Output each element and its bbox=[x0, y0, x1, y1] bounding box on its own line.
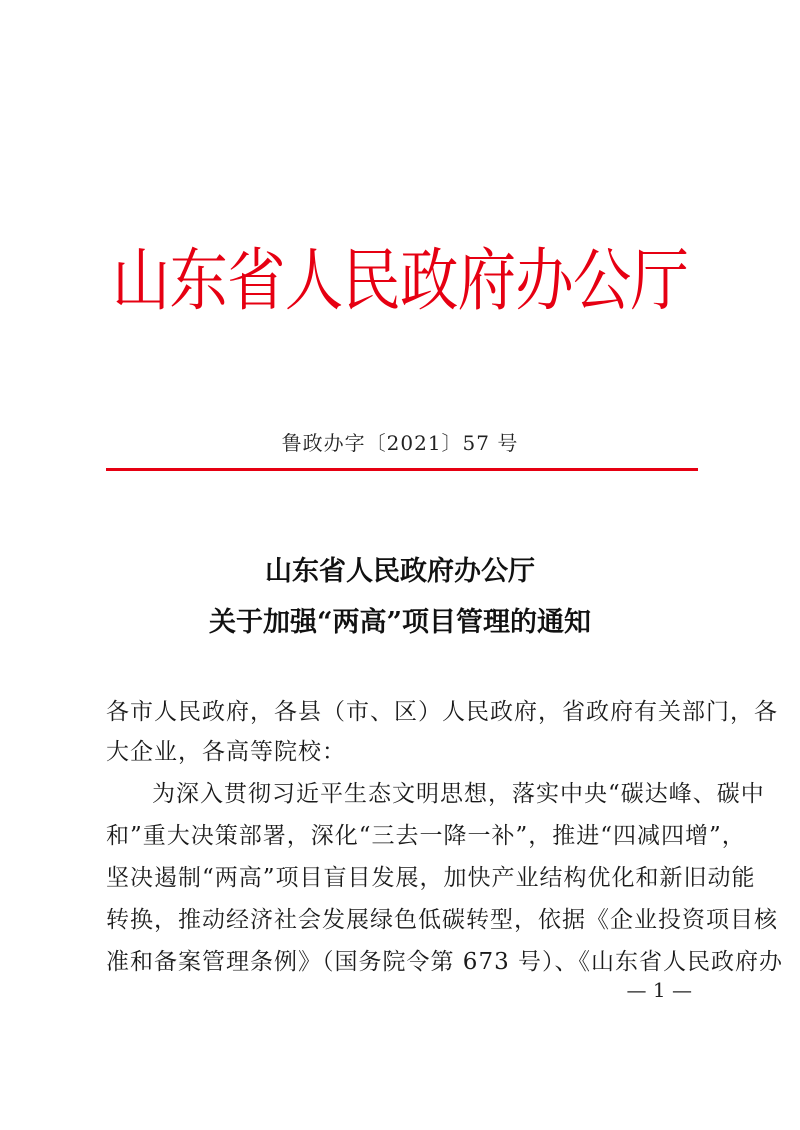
body-line-3: 为深入贯彻习近平生态文明思想，落实中央“碳达峰、碳中 bbox=[152, 781, 765, 807]
body-line-6: 转换，推动经济社会发展绿色低碳转型，依据《企业投资项目核 bbox=[106, 907, 778, 933]
body-line-4: 和”重大决策部署，深化“三去一降一补”，推进“四减四增”， bbox=[106, 823, 746, 849]
red-separator-line bbox=[106, 468, 698, 471]
page-number: — 1 — bbox=[626, 978, 692, 1002]
document-number: 鲁政办字〔2021〕57 号 bbox=[281, 431, 519, 455]
body-line-1: 各市人民政府，各县（市、区）人民政府，省政府有关部门，各 bbox=[106, 699, 778, 725]
body-line-7: 准和备案管理条例》（国务院令第 673 号）、《山东省人民政府办 bbox=[106, 949, 784, 975]
body-line-2: 大企业，各高等院校： bbox=[106, 739, 346, 765]
body-line-5: 坚决遏制“两高”项目盲目发展，加快产业结构优化和新旧动能 bbox=[106, 865, 756, 891]
document-title-line-2: 关于加强“两高”项目管理的通知 bbox=[208, 607, 592, 638]
issuing-authority-masthead: 山东省人民政府办公厅 bbox=[111, 242, 689, 321]
document-title-line-1: 山东省人民政府办公厅 bbox=[265, 556, 535, 587]
